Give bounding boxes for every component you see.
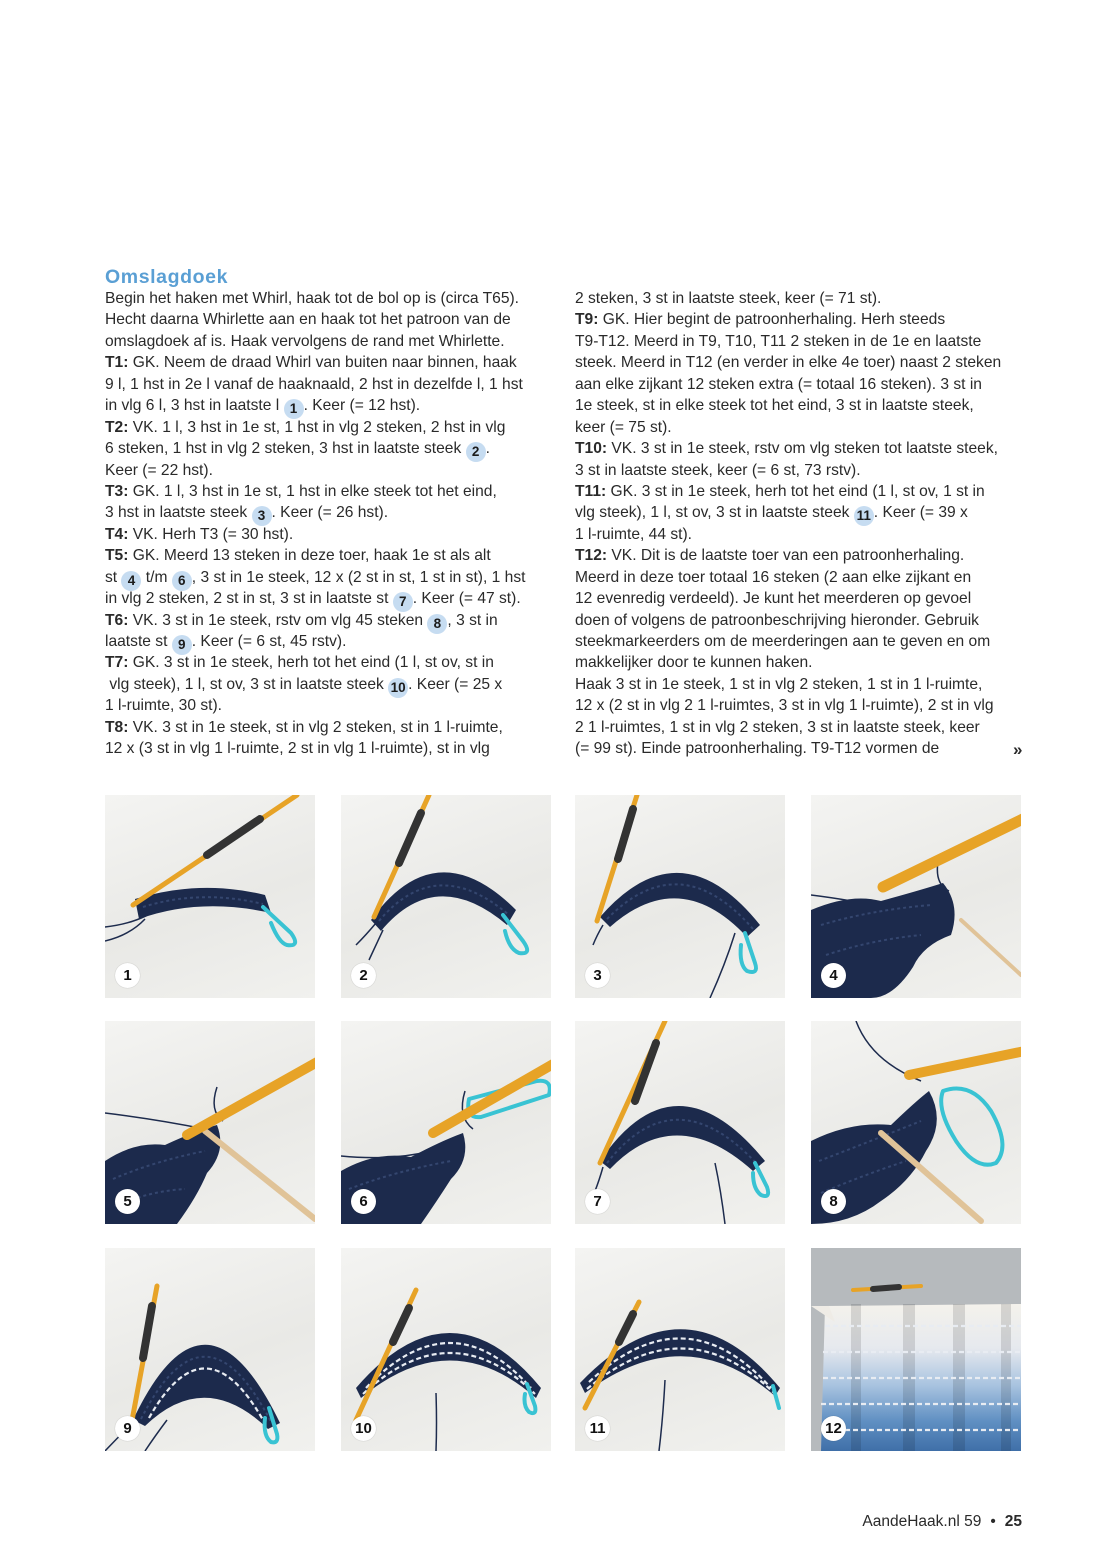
- text-run: steek. Meerd in T12 (en verder in elke 4e toer) naast 2 steken: [575, 354, 1002, 372]
- text-run: VK. 3 st in 1e steek, rstv om vlg 45 steken: [128, 611, 428, 629]
- text-run: . Keer (= 6 st, 45 rstv).: [191, 633, 347, 650]
- text-run: VK. 3 st in 1e steek, rstv om vlg steken tot laatste steek,: [607, 440, 998, 458]
- text-line: [105, 331, 565, 352]
- text-run: Haak 3 st in 1e steek, 1 st in vlg 2 steken, 1 st in 1 l-ruimte,: [575, 675, 983, 693]
- text-run: GK. Meerd 13 steken in deze toer, haak 1e st als alt: [128, 547, 491, 565]
- photo-number-badge: 4: [821, 963, 846, 988]
- text-run: GK. Neem de draad Whirl van buiten naar binnen, haak: [128, 354, 517, 372]
- text-line: [105, 395, 565, 416]
- text-line: [575, 481, 1035, 502]
- footer-bullet: •: [990, 1513, 996, 1530]
- text-line: [105, 309, 565, 330]
- text-line: [105, 738, 565, 759]
- text-line: [105, 695, 565, 716]
- text-line: [105, 524, 565, 545]
- photo-number-badge: 7: [585, 1189, 610, 1214]
- photo-step-3: [575, 795, 785, 998]
- text-run: , 3 st in: [447, 611, 498, 629]
- text-run: 9 l, 1 hst in 2e l vanaf de haaknaald, 2 hst in dezelfde l, 1 hst: [105, 375, 523, 393]
- text-run: Meerd in deze toer totaal 16 steken (2 aan elke zijkant en: [575, 568, 972, 586]
- footer-site: AandeHaak.nl 59: [862, 1513, 982, 1530]
- crochet-piece: [600, 873, 760, 937]
- photo-step-10: [341, 1248, 551, 1451]
- continue-arrow: »: [1013, 740, 1023, 759]
- text-line: [575, 524, 1035, 545]
- photo-step-1: [105, 795, 315, 998]
- crochet-hook: [187, 1061, 315, 1135]
- photo-number-badge: 11: [585, 1416, 610, 1441]
- text-run: . Keer (= 47 st).: [412, 590, 521, 608]
- text-run: 1e steek, st in elke steek tot het eind, 3 st in laatste steek,: [575, 397, 974, 415]
- photo-number-badge: 3: [585, 963, 610, 988]
- page-footer: [862, 1511, 1022, 1533]
- text-run: 12 evenredig verdeeld). Je kunt het meerderen op gevoel: [575, 590, 972, 608]
- text-line: [105, 438, 565, 459]
- round-label: T1:: [105, 354, 129, 372]
- text-run: VK. 3 st in 1e steek, st in vlg 2 steken, st in 1 l-ruimte,: [128, 718, 503, 736]
- text-line: [105, 374, 565, 395]
- text-run: GK. 1 l, 3 hst in 1e st, 1 hst in elke steek tot het eind,: [128, 482, 497, 500]
- text-line: [575, 610, 1035, 631]
- photo-number-badge: 8: [821, 1189, 846, 1214]
- photo-step-4: [811, 795, 1021, 998]
- photo-step-2: [341, 795, 551, 998]
- text-run: 2 1 l-ruimtes, 1 st in vlg 2 steken, 3 st in laatste steek, keer: [575, 718, 980, 736]
- photo-step-5: [105, 1021, 315, 1224]
- page-number: 25: [1004, 1513, 1022, 1530]
- photo-ref-badge: 2: [466, 442, 486, 462]
- text-line: [575, 331, 1035, 352]
- text-run: GK. Hier begint de patroonherhaling. Herh steeds: [598, 311, 946, 329]
- text-run: 1 l-ruimte, 44 st).: [575, 525, 692, 543]
- text-run: keer (= 75 st).: [575, 418, 672, 436]
- crochet-hook: [853, 1286, 921, 1290]
- section-title: Omslagdoek: [105, 266, 229, 288]
- text-run: GK. 3 st in 1e steek, herh tot het eind (1 l, st ov, st in: [128, 654, 494, 672]
- text-line: [575, 460, 1035, 481]
- photo-finished-shawl: [811, 1248, 1021, 1451]
- text-run: doen of volgens de patroonbeschrijving hieronder. Gebruik: [575, 611, 979, 629]
- text-line: [575, 567, 1035, 588]
- text-column-right: [575, 288, 1035, 760]
- text-line: [575, 738, 1035, 759]
- text-run: laatste st: [105, 633, 172, 650]
- text-line: [575, 717, 1035, 738]
- text-run: . Keer (= 39 x: [873, 504, 968, 522]
- text-run: 3 hst in laatste steek: [105, 504, 252, 522]
- text-run: makkelijker door te kunnen haken.: [575, 654, 813, 672]
- round-label: T12:: [575, 547, 608, 565]
- round-label: T11:: [575, 482, 607, 500]
- text-line: [105, 567, 565, 588]
- round-label: T9:: [575, 311, 599, 329]
- text-line: [105, 545, 565, 566]
- text-run: Keer (= 22 hst).: [105, 461, 213, 479]
- text-run: 6 steken, 1 hst in vlg 2 steken, 3 hst in laatste steek: [105, 440, 466, 458]
- text-line: [105, 352, 565, 373]
- text-line: [575, 438, 1035, 459]
- photo-number-badge: 6: [351, 1189, 376, 1214]
- text-line: [575, 588, 1035, 609]
- photo-ref-badge: 6: [172, 571, 192, 591]
- round-label: T3:: [105, 482, 129, 500]
- photo-number-badge: 9: [115, 1416, 140, 1441]
- text-line: [105, 481, 565, 502]
- photo-ref-badge: 7: [393, 592, 413, 612]
- text-line: [105, 288, 565, 309]
- text-line: [105, 652, 565, 673]
- photo-ref-badge: 8: [427, 614, 447, 634]
- text-run: 2 steken, 3 st in laatste steek, keer (= 71 st).: [575, 290, 882, 307]
- round-label: T5:: [105, 547, 129, 565]
- text-run: aan elke zijkant 12 steken extra (= totaal 16 steken). 3 st in: [575, 375, 982, 393]
- text-run: , 3 st in 1e steek, 12 x (2 st in st, 1 st in st), 1 hst: [191, 568, 526, 586]
- photo-step-8: [811, 1021, 1021, 1224]
- text-line: [575, 695, 1035, 716]
- text-run: vlg steek), 1 l, st ov, 3 st in laatste steek: [105, 675, 389, 693]
- stitch-marker: [263, 907, 295, 945]
- text-run: Hecht daarna Whirlette aan en haak tot het patroon van de: [105, 311, 511, 329]
- text-line: [105, 674, 565, 695]
- photo-step-9: [105, 1248, 315, 1451]
- crochet-hook: [909, 1051, 1021, 1075]
- text-run: vlg steek), 1 l, st ov, 3 st in laatste steek: [575, 504, 854, 522]
- round-label: T7:: [105, 654, 129, 672]
- text-run: 12 x (3 st in vlg 1 l-ruimte, 2 st in vlg 1 l-ruimte), st in vlg: [105, 740, 490, 758]
- text-line: [575, 352, 1035, 373]
- text-line: [105, 460, 565, 481]
- text-run: .: [485, 440, 490, 458]
- stitch-marker: [503, 915, 527, 953]
- photo-ref-badge: 10: [388, 678, 408, 698]
- text-run: st: [105, 568, 122, 586]
- photo-step-6: [341, 1021, 551, 1224]
- text-run: VK. Dit is de laatste toer van een patroonherhaling.: [607, 547, 965, 565]
- text-run: VK. Herh T3 (= 30 hst).: [128, 525, 294, 543]
- stitch-marker: [741, 933, 756, 972]
- text-run: Begin het haken met Whirl, haak tot de bol op is (circa T65).: [105, 290, 520, 307]
- round-label: T8:: [105, 718, 129, 736]
- text-line: [105, 610, 565, 631]
- text-line: [575, 674, 1035, 695]
- text-line: [105, 717, 565, 738]
- stitch-marker: [753, 1163, 768, 1196]
- text-run: 12 x (2 st in vlg 2 1 l-ruimtes, 3 st in vlg 1 l-ruimte), 2 st in vlg: [575, 697, 994, 715]
- text-line: [105, 588, 565, 609]
- photo-ref-badge: 11: [854, 506, 874, 526]
- text-run: (= 99 st). Einde patroonherhaling. T9-T12 vormen de: [575, 740, 940, 758]
- text-line: [575, 395, 1035, 416]
- crochet-piece: [133, 1345, 280, 1429]
- text-run: in vlg 2 steken, 2 st in st, 3 st in laatste st: [105, 590, 393, 608]
- photo-ref-badge: 9: [172, 635, 192, 655]
- text-run: . Keer (= 12 hst).: [303, 397, 421, 415]
- photo-number-badge: 10: [351, 1416, 376, 1441]
- text-run: in vlg 6 l, 3 hst in laatste l: [105, 397, 284, 415]
- text-line: [105, 502, 565, 523]
- text-line: [105, 417, 565, 438]
- text-run: 1 l-ruimte, 30 st).: [105, 697, 222, 715]
- stitch-marker: [941, 1089, 1002, 1165]
- photo-ref-badge: 3: [252, 506, 272, 526]
- text-run: . Keer (= 26 hst).: [271, 504, 389, 522]
- text-run: t/m: [141, 568, 172, 586]
- text-line: [575, 309, 1035, 330]
- round-label: T2:: [105, 418, 129, 436]
- round-label: T4:: [105, 525, 129, 543]
- photo-ref-badge: 4: [121, 571, 141, 591]
- photo-number-badge: 5: [115, 1189, 140, 1214]
- text-line: [575, 545, 1035, 566]
- photo-number-badge: 2: [351, 963, 376, 988]
- crochet-piece: [600, 1106, 765, 1171]
- text-run: omslagdoek af is. Haak vervolgens de rand met Whirlette.: [105, 332, 505, 350]
- text-line: [105, 631, 565, 652]
- photo-ref-badge: 1: [284, 399, 304, 419]
- photo-number-badge: 1: [115, 963, 140, 988]
- text-line: [575, 417, 1035, 438]
- text-column-left: [105, 288, 565, 760]
- text-line: [575, 502, 1035, 523]
- photo-number-badge: 12: [821, 1416, 846, 1441]
- text-run: VK. 1 l, 3 hst in 1e st, 1 hst in vlg 2 steken, 2 hst in vlg: [128, 418, 506, 436]
- crochet-hook: [883, 817, 1021, 887]
- text-line: [575, 374, 1035, 395]
- text-run: T9-T12. Meerd in T9, T10, T11 2 steken in de 1e en laatste: [575, 332, 982, 350]
- text-line: [575, 652, 1035, 673]
- round-label: T6:: [105, 611, 129, 629]
- text-line: [575, 631, 1035, 652]
- text-run: steekmarkeerders om de meerderingen aan te geven en om: [575, 633, 991, 650]
- photo-step-7: [575, 1021, 785, 1224]
- text-line: [575, 288, 1035, 309]
- round-label: T10:: [575, 440, 608, 458]
- text-run: . Keer (= 25 x: [408, 675, 503, 693]
- text-run: 3 st in laatste steek, keer (= 6 st, 73 rstv).: [575, 461, 861, 479]
- text-run: GK. 3 st in 1e steek, herh tot het eind (1 l, st ov, 1 st in: [606, 482, 985, 500]
- photo-step-11: [575, 1248, 785, 1451]
